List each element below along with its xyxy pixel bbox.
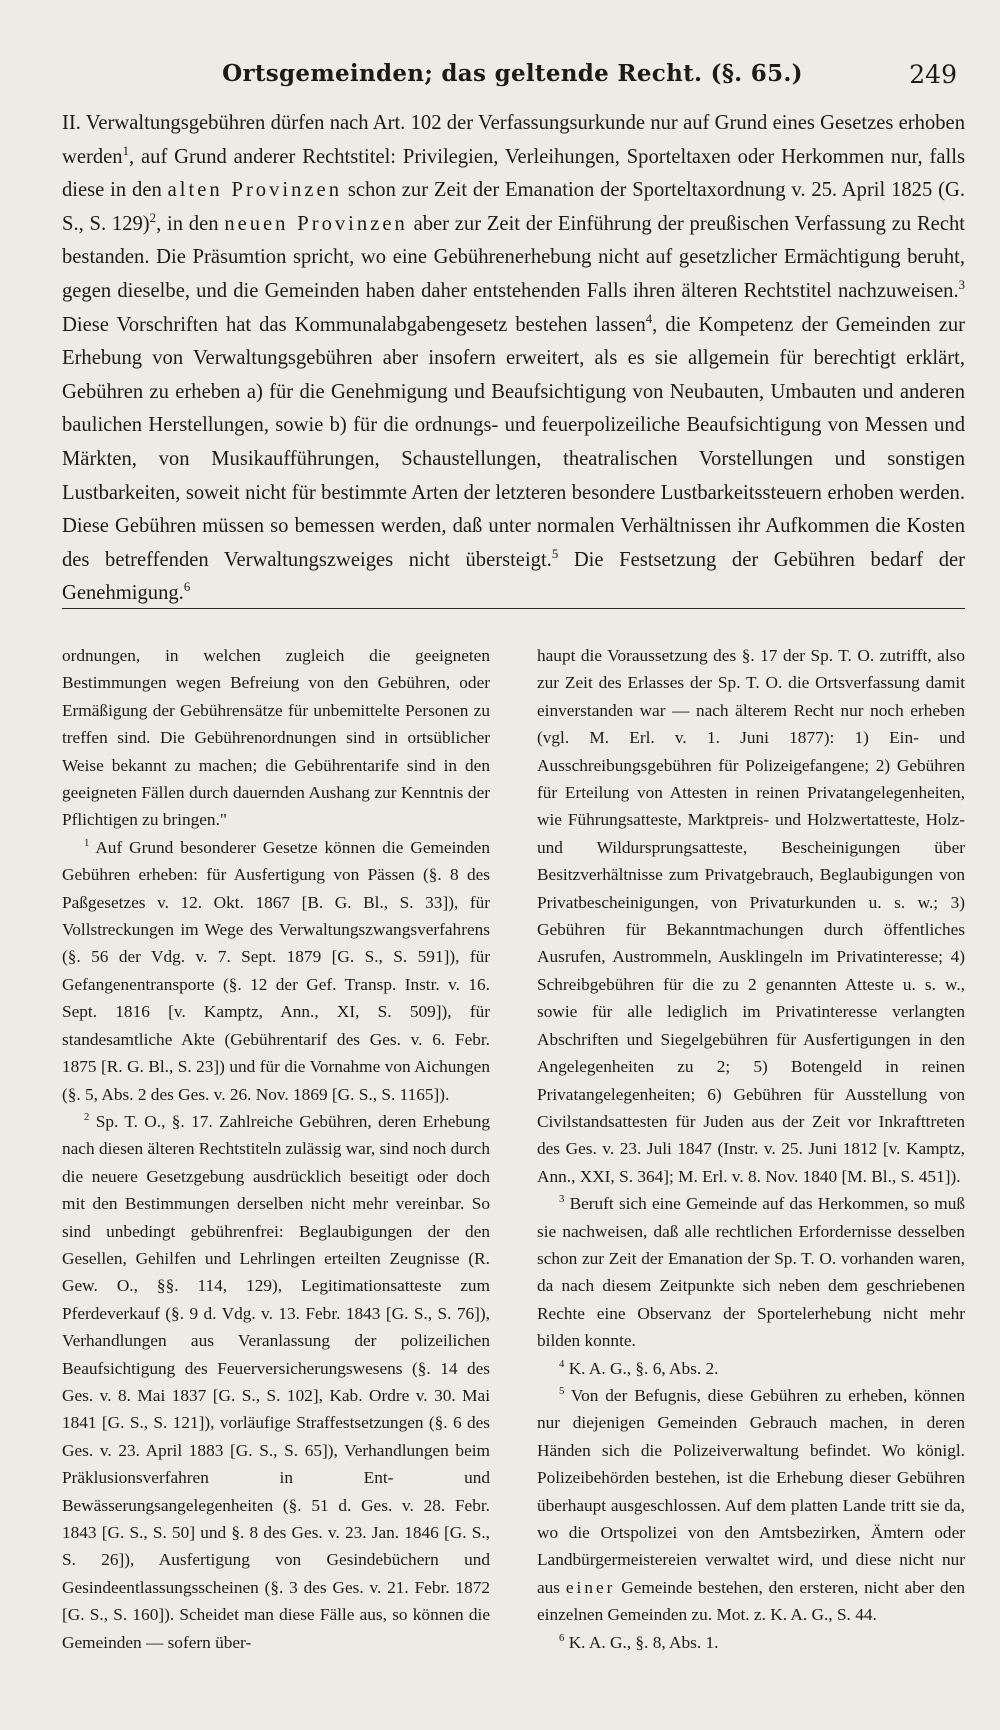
footnote-column-left	[62, 642, 490, 1656]
footnote-separator	[62, 608, 965, 609]
running-head: Ortsgemeinden; das geltende Recht. (§. 65.)	[222, 60, 803, 87]
footnote-ref: 3	[958, 278, 965, 293]
footnote-text: Gemeinde bestehen, den ersteren, nicht aber den einzelnen Gemeinden zu. Mot. z. K. A. G., S. 44.	[537, 1577, 966, 1625]
footnote-ref: 5	[551, 546, 559, 561]
main-text-segment: II. Verwaltungsgebühren dürfen nach Art. 102 der Verfassungsurkunde nur auf Grund eines Gesetzes erhoben werden	[62, 112, 965, 168]
footnote-mark: 5	[559, 1385, 565, 1398]
footnote-1	[62, 834, 490, 1108]
emphasized-text: alten Provinzen	[167, 179, 342, 202]
footnote-text: K. A. G., §. 8, Abs. 1.	[568, 1632, 719, 1652]
footnote-ref: 2	[149, 210, 157, 225]
footnote-mark: 3	[559, 1193, 565, 1206]
main-text-segment: Die Festsetzung der Gebühren bedarf der Genehmigung.	[62, 548, 966, 605]
footnote-column-right	[537, 642, 965, 1656]
main-text-segment: aber zur Zeit der Einführung der preußischen Verfassung zu Recht bestanden. Die Präsumtion spricht, wo eine Gebührenerhebung nicht auf gesetzlicher Ermächtigung beruht, gegen dieselbe, und die Gemeinden haben daher entstehenden Falls ihren älteren Rechtstitel nachzuweisen.	[62, 212, 965, 302]
footnote-text: Von der Befugnis, diese Gebühren zu erheben, können nur diejenigen Gemeinden Gebrauch machen, in deren Händen sich die Polizeiverwaltung befindet. Wo königl. Polizeibehörden bestehen, ist die Erhebung dieser Gebühren überhaupt ausgeschlossen. Auf dem platten Lande tritt sie da, wo die Ortspolizei von den Amtsbezirken, Ämtern oder Landbürgermeistereien verwaltet wird, und diese nicht nur aus	[537, 1385, 965, 1597]
footnote-6	[537, 1629, 965, 1656]
main-paragraph	[62, 107, 965, 611]
footnote-mark: 6	[559, 1631, 565, 1644]
footnote-2	[62, 1108, 490, 1656]
footnote-continuation: haupt die Voraussetzung des §. 17 der Sp. T. O. zutrifft, also zur Zeit des Erlasses der Sp. T. O. die Ortsverfassung damit einverstanden war — nach älterem Recht nur noch erheben (vgl. M. Erl. v. 1. Juni 1877): 1) Ein- und Ausschreibungsgebühren für Polizeigefangene; 2) Gebühren für Erteilung von Attesten in reinen Privatangelegenheiten, wie Führungsatteste, Marktpreis- und Holzwertatteste, Holz- und Wildursprungsatteste, Bescheinigungen über Besitzverhältnisse zum Privatgebrauch, Beglaubigungen von Privatbescheinigungen, von Privaturkunden u. s. w.; 3) Gebühren für Bekanntmachungen durch öffentliches Ausrufen, Austrommeln, Ausklingeln im Privatinteresse; 4) Schreibgebühren für die zu 2 genannten Atteste u. s. w., sowie für alle lediglich im Privatinteresse verlangten Abschriften und Siegelgebühren für Ausfertigungen in den Angelegenheiten zu 2; 5) Botengeld in reinen Privatangelegenheiten; 6) Gebühren für Ausstellung von Civilstandsattesten für Juden aus der Zeit vor Inkrafttreten des Ges. v. 23. Juli 1847 (Instr. v. 25. Juni 1812 [v. Kamptz, Ann., XXI, S. 364]; M. Erl. v. 8. Nov. 1840 [M. Bl., S. 451]).	[537, 646, 965, 1186]
emphasized-text: einer	[565, 1577, 616, 1597]
footnote-4	[537, 1355, 965, 1382]
emphasized-text: neuen Provinzen	[224, 212, 408, 235]
footnote-text: Beruft sich eine Gemeinde auf das Herkommen, so muß sie nachweisen, daß alle rechtlichen Erfordernisse desselben schon zur Zeit der Emanation der Sp. T. O. vorhanden waren, da nach diesem Zeitpunkte sich neben dem geschriebenen Rechte eine Observanz der Sportelerhebung nicht mehr bilden konnte.	[537, 1194, 965, 1351]
page-header	[60, 50, 965, 96]
page-number: 249	[909, 60, 957, 89]
footnote-mark: 2	[84, 1111, 90, 1124]
main-text-segment: , auf Grund anderer Rechtstitel: Privilegien, Verleihungen, Sporteltaxen oder Herkommen nur, falls diese in den	[62, 145, 965, 202]
footnote-text: Auf Grund besonderer Gesetze können die Gemeinden Gebühren erheben: für Ausfertigung von Pässen (§. 8 des Paßgesetzes v. 12. Okt. 1867 [B. G. Bl., S. 33]), für Vollstreckungen im Wege des Verwaltungszwangsverfahrens (§. 56 der Vdg. v. 7. Sept. 1879 [G. S., S. 591]), für Gefangenentransporte (§. 12 der Gef. Transp. Instr. v. 16. Sept. 1816 [v. Kamptz, Ann., XI, S. 509]), für standesamtliche Akte (Gebührentarif des Ges. v. 6. Febr. 1875 [R. G. Bl., S. 23]) und für die Vornahme von Aichungen (§. 5, Abs. 2 des Ges. v. 26. Nov. 1869 [G. S., S. 1165]).	[62, 837, 490, 1104]
footnotes	[62, 642, 965, 1656]
main-text-segment: Diese Vorschriften hat das Kommunalabgabengesetz bestehen lassen	[62, 313, 646, 336]
footnote-continuation: ordnungen, in welchen zugleich die geeigneten Bestimmungen wegen Befreiung von den Gebühren, oder Ermäßigung der Gebührensätze für unbemittelte Personen zu treffen sind. Die Gebührenordnungen sind in ortsüblicher Weise bekannt zu machen; die Gebührentarife sind in den geeigneten Fällen durch dauernden Aushang zur Kenntnis der Pflichtigen zu bringen."	[62, 646, 490, 830]
footnote-text: K. A. G., §. 6, Abs. 2.	[568, 1358, 719, 1378]
main-text-segment: , die Kompetenz der Gemeinden zur Erhebung von Verwaltungsgebühren aber insofern erweitert, als es sie allgemein für berechtigt erklärt, Gebühren zu erheben a) für die Genehmigung und Beaufsichtigung von Neubauten, Umbauten und anderen baulichen Herstellungen, sowie b) für die ordnungs- und feuerpolizeiliche Beaufsichtigung von Messen und Märkten, von Musikaufführungen, Schaustellungen, theatralischen Vorstellungen und sonstigen Lustbarkeiten, soweit nicht für bestimmte Arten der letzteren besondere Lustbarkeitssteuern erhoben werden. Diese Gebühren müssen so bemessen werden, daß unter normalen Verhältnissen ihr Aufkommen die Kosten des betreffenden Verwaltungszweiges nicht übersteigt.	[62, 313, 965, 571]
footnote-5	[537, 1382, 965, 1629]
footnote-mark: 4	[559, 1357, 565, 1370]
footnote-mark: 1	[84, 837, 90, 850]
footnote-text: Sp. T. O., §. 17. Zahlreiche Gebühren, deren Erhebung nach diesen älteren Rechtstiteln zulässig war, sind noch durch die neuere Gesetzgebung ausdrücklich beseitigt oder doch mit den Bestimmungen derselben nicht mehr vereinbar. So sind unbedingt gebührenfrei: Beglaubigungen der den Gesellen, Gehilfen und Lehrlingen erteilten Zeugnisse (R. Gew. O., §§. 114, 129), Legitimationsatteste zum Pferdeverkauf (§. 9 d. Vdg. v. 13. Febr. 1843 [G. S., S. 76]), Verhandlungen aus Veranlassung der polizeilichen Beaufsichtigung des Feuerversicherungswesens (§. 14 des Ges. v. 8. Mai 1837 [G. S., S. 102], Kab. Ordre v. 30. Mai 1841 [G. S., S. 121]), vorläufige Straffestsetzungen (§. 6 des Ges. v. 23. April 1883 [G. S., S. 65]), Verhandlungen beim Präklusionsverfahren in Ent- und Bewässerungsangelegenheiten (§. 51 d. Ges. v. 28. Febr. 1843 [G. S., S. 50] und §. 8 des Ges. v. 23. Jan. 1846 [G. S., S. 26]), Ausfertigung von Gesindebüchern und Gesindeentlassungsscheinen (§. 3 des Ges. v. 21. Febr. 1872 [G. S., S. 160]). Scheidet man diese Fälle aus, so können die Gemeinden — sofern über-	[62, 1111, 490, 1652]
footnote-ref: 4	[645, 311, 653, 326]
main-text-segment: schon zur Zeit der Emanation der Sporteltaxordnung v. 25. April 1825 (G. S., S. 129)	[62, 179, 966, 235]
footnote-3	[537, 1190, 965, 1354]
footnote-ref: 6	[183, 580, 191, 595]
footnote-ref: 1	[122, 143, 129, 158]
main-text-segment: , in den	[156, 212, 219, 235]
